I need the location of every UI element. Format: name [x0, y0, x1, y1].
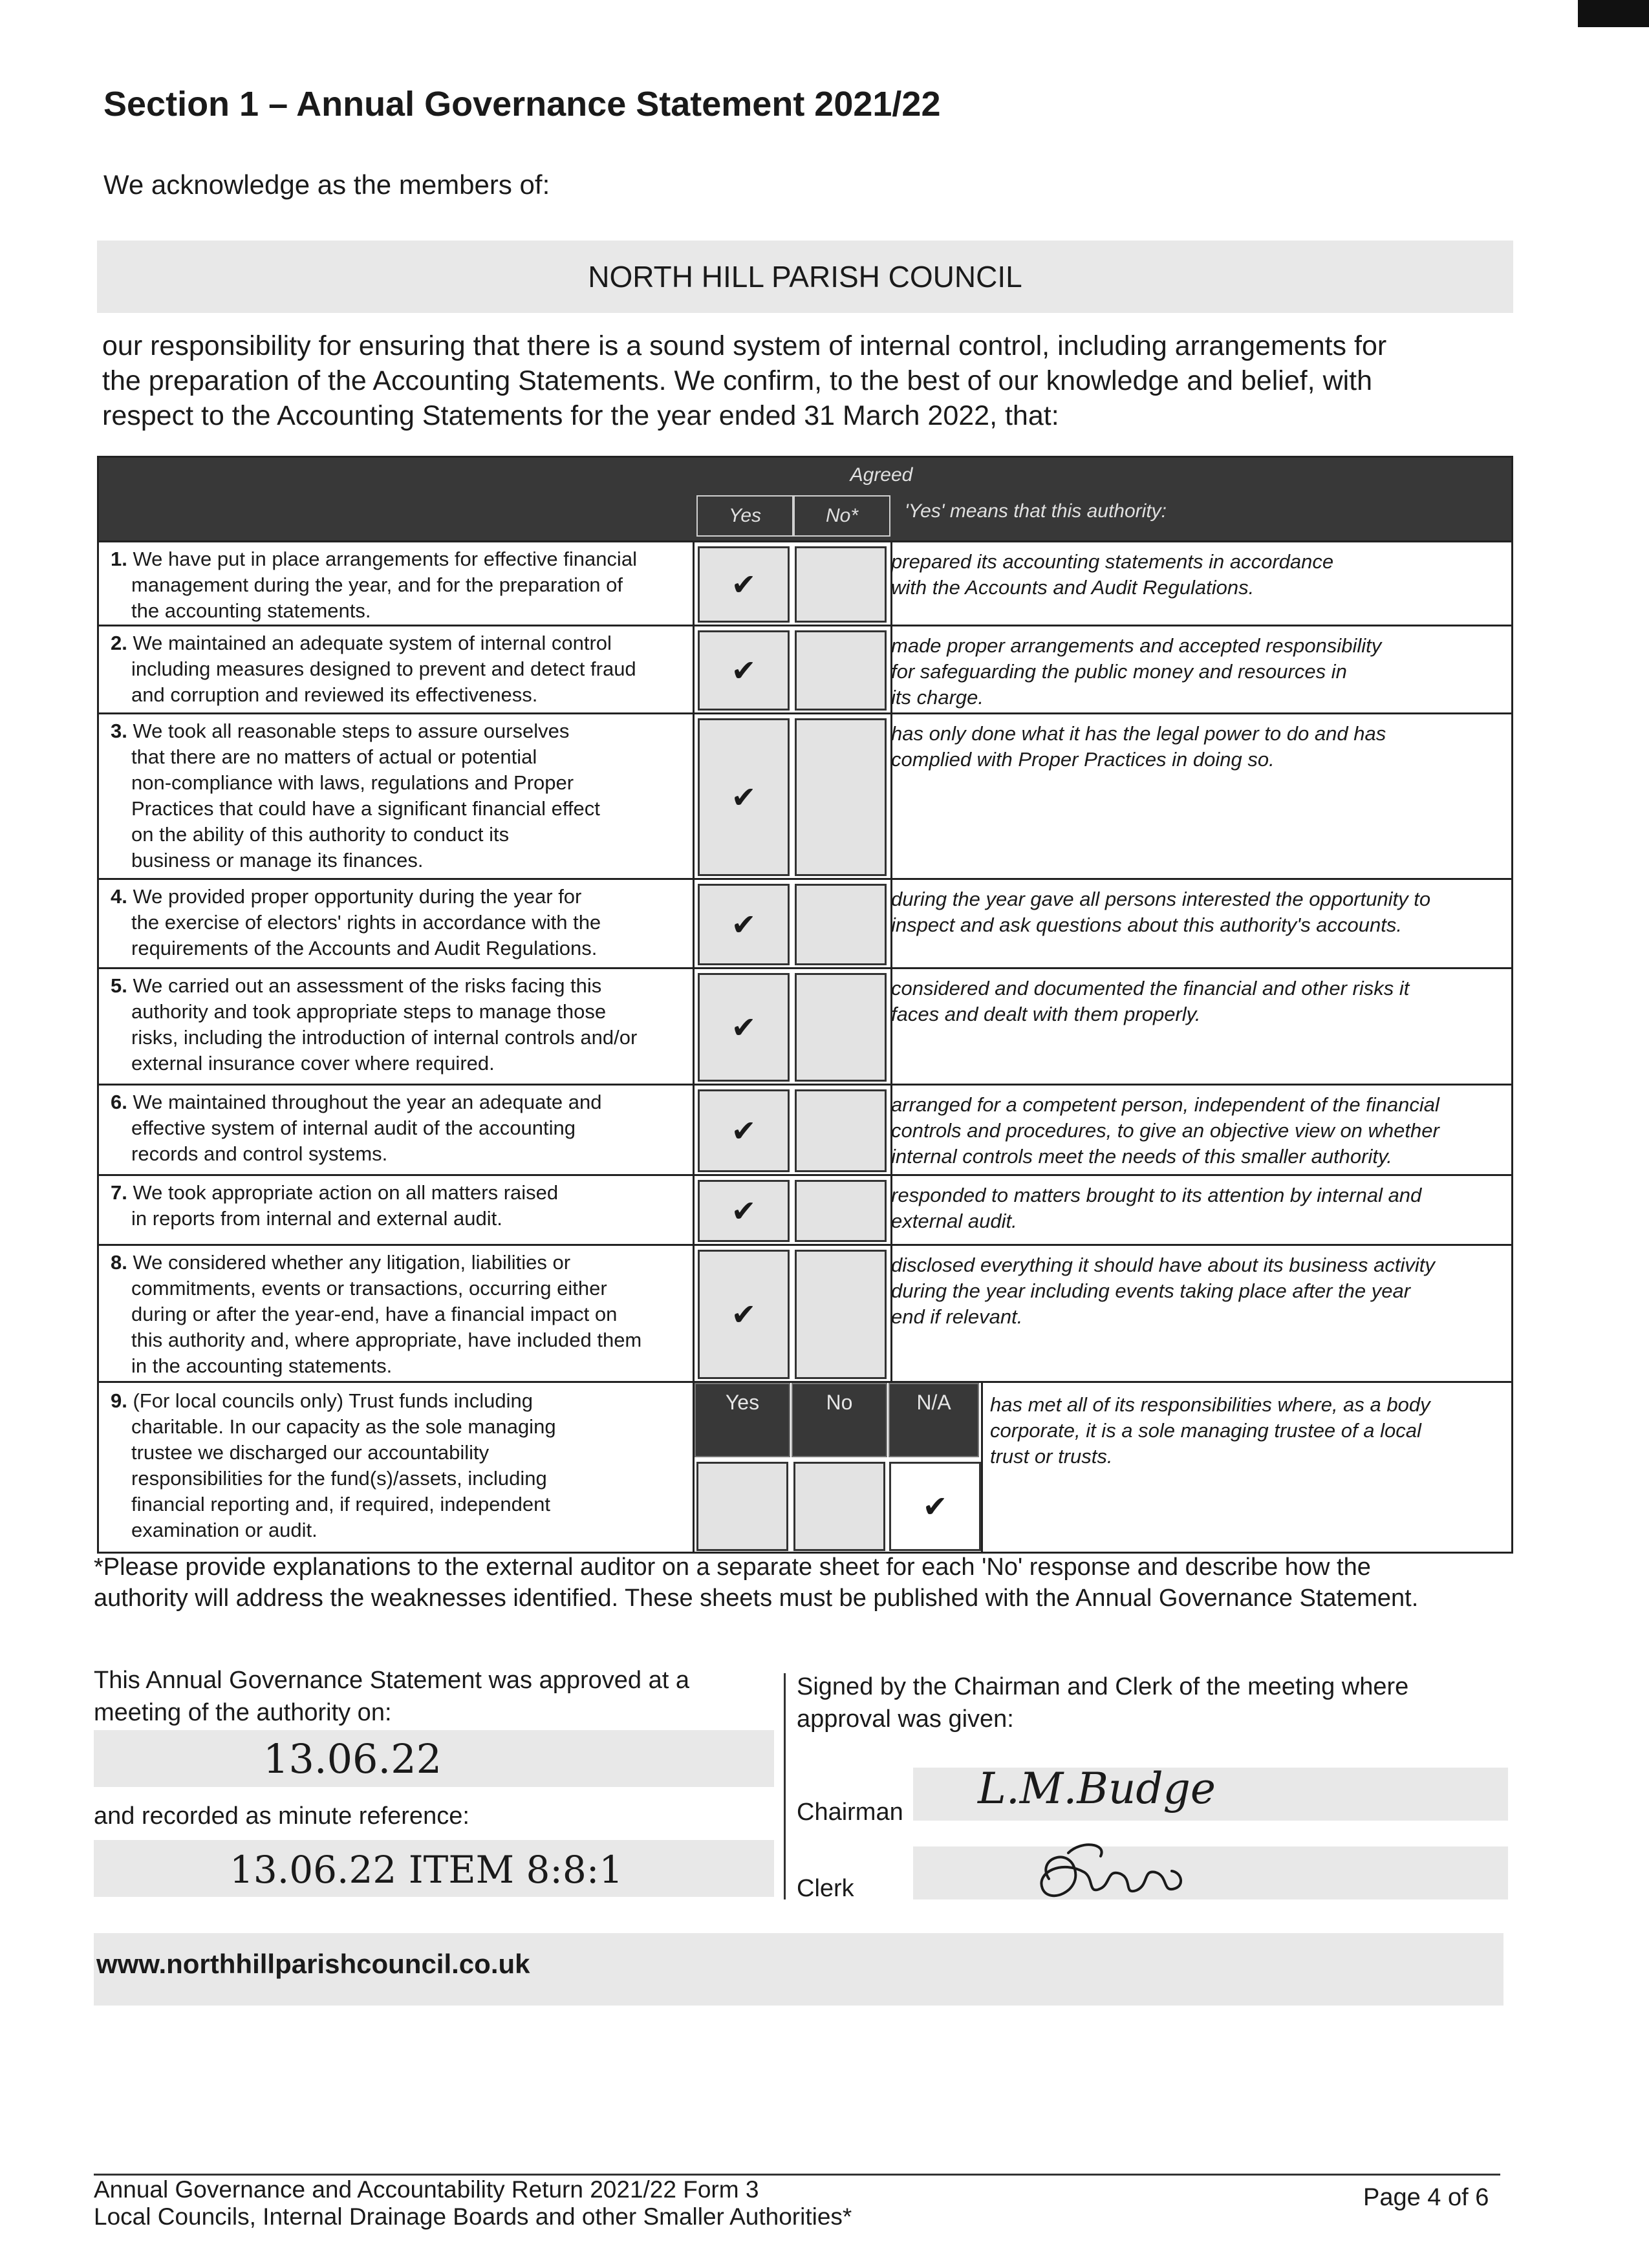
meaning-line: considered and documented the financial and other risks it: [891, 977, 1410, 1000]
statement-line: charitable. In our capacity as the sole managing: [131, 1415, 556, 1438]
row-9-statement: [111, 1388, 770, 1543]
check-mark-icon: ✔: [731, 1298, 757, 1331]
means-column-header: 'Yes' means that this authority:: [905, 500, 1167, 522]
table-row-1: [99, 540, 1511, 625]
statement-line: examination or audit.: [131, 1519, 318, 1541]
row-meaning: [891, 549, 1499, 601]
yes-checkbox[interactable]: [698, 718, 790, 876]
statement-line: responsibilities for the fund(s)/assets, including: [131, 1467, 547, 1490]
statement-line: the accounting statements.: [131, 599, 371, 622]
table-row-5: [99, 967, 1511, 1084]
statement-line: effective system of internal audit of the accounting: [131, 1117, 576, 1139]
row-meaning: [891, 886, 1499, 938]
row-meaning: [891, 1252, 1499, 1330]
yes-column-header: Yes: [696, 495, 793, 537]
meaning-line: its charge.: [891, 686, 984, 709]
chairman-label: Chairman: [797, 1799, 903, 1826]
trust-na-header: N/A: [889, 1383, 979, 1457]
statement-first-line: [111, 884, 770, 910]
no-checkbox[interactable]: [795, 1089, 887, 1172]
meaning-line: prepared its accounting statements in accordance: [891, 550, 1334, 573]
statement-line: authority and took appropriate steps to manage those: [131, 1000, 607, 1023]
row-number: 7.: [111, 1181, 127, 1204]
statement-line: We considered whether any litigation, liabilities or: [133, 1251, 571, 1274]
note-line: *Please provide explanations to the external auditor on a separate sheet for each 'No' response and describe how the: [94, 1554, 1371, 1581]
yes-checkbox[interactable]: [698, 973, 790, 1082]
section-divider: [784, 1673, 786, 1899]
statement-line: business or manage its finances.: [131, 849, 424, 872]
yes-checkbox[interactable]: [698, 884, 790, 965]
table-row-8: [99, 1244, 1511, 1381]
footer-form-title: [94, 2176, 852, 2231]
check-mark-icon: ✔: [731, 780, 757, 814]
no-checkbox[interactable]: [795, 973, 887, 1082]
trust-no-header: No: [792, 1383, 887, 1457]
row-meaning: [891, 633, 1499, 711]
statement-line: this authority and, where appropriate, have included them: [131, 1329, 642, 1351]
check-mark-icon: ✔: [731, 1011, 757, 1044]
meaning-line: external audit.: [891, 1210, 1017, 1232]
row-9-meaning: [990, 1392, 1501, 1470]
meaning-line: has only done what it has the legal power to do and has: [891, 722, 1386, 745]
row-statement: [111, 1250, 770, 1379]
minute-label: and recorded as minute reference:: [94, 1803, 469, 1830]
clerk-label: Clerk: [797, 1875, 854, 1902]
row-number: 4.: [111, 885, 127, 908]
check-mark-icon: ✔: [731, 1194, 757, 1228]
statement-first-line: [111, 1250, 770, 1276]
statement-line: We have put in place arrangements for effective financial: [133, 548, 637, 570]
statement-line: records and control systems.: [131, 1142, 388, 1165]
table-row-3: [99, 712, 1511, 878]
intro-paragraph: [102, 328, 1525, 433]
table-row-2: [99, 625, 1511, 712]
no-checkbox[interactable]: [795, 630, 887, 711]
statement-line: We maintained throughout the year an adequate and: [133, 1091, 602, 1113]
trust-yes-checkbox[interactable]: [696, 1462, 788, 1551]
column-divider: [693, 626, 695, 714]
statement-line: and corruption and reviewed its effectiveness.: [131, 683, 538, 706]
row-statement: [111, 973, 770, 1076]
statement-line: that there are no matters of actual or potential: [131, 745, 537, 768]
intro-line: respect to the Accounting Statements for the year ended 31 March 2022, that:: [102, 400, 1059, 431]
row-meaning: [891, 721, 1499, 773]
page-number: Page 4 of 6: [1363, 2184, 1489, 2211]
meaning-line: has met all of its responsibilities where, as a body: [990, 1393, 1430, 1416]
meaning-line: corporate, it is a sole managing trustee of a local: [990, 1419, 1421, 1442]
meaning-line: inspect and ask questions about this authority's accounts.: [891, 914, 1403, 936]
no-column-header: No*: [793, 495, 890, 537]
row-statement: [111, 546, 770, 624]
column-divider: [981, 1383, 983, 1554]
statement-line: including measures designed to prevent and detect fraud: [131, 658, 636, 680]
statement-line: We maintained an adequate system of internal control: [133, 632, 612, 654]
statement-line: external insurance cover where required.: [131, 1052, 495, 1075]
statement-line: We took appropriate action on all matters raised: [133, 1181, 559, 1204]
signed-line: approval was given:: [797, 1706, 1014, 1733]
signed-statement: [797, 1671, 1508, 1735]
no-checkbox[interactable]: [795, 718, 887, 876]
statement-line: trustee we discharged our accountability: [131, 1441, 490, 1464]
statement-line: financial reporting and, if required, independent: [131, 1493, 551, 1515]
statement-line: non-compliance with laws, regulations and Proper: [131, 771, 574, 794]
row-number: 6.: [111, 1091, 127, 1113]
meaning-line: trust or trusts.: [990, 1445, 1113, 1468]
council-name-field: [97, 241, 1513, 313]
statement-first-line: [111, 973, 770, 999]
footer-line: Local Councils, Internal Drainage Boards and other Smaller Authorities*: [94, 2203, 852, 2230]
row-number: 8.: [111, 1251, 127, 1274]
row-statement: [111, 884, 770, 961]
statement-first-line: [111, 630, 770, 656]
statement-line: We provided proper opportunity during the year for: [133, 885, 582, 908]
clerk-signature-icon: [1023, 1834, 1191, 1918]
table-row-7: [99, 1174, 1511, 1244]
row-number: 1.: [111, 548, 127, 570]
statement-line: the exercise of electors' rights in accordance with the: [131, 911, 601, 934]
statement-line: risks, including the introduction of internal controls and/or: [131, 1026, 638, 1049]
statement-first-line: [111, 546, 770, 572]
statement-first-line: [111, 1180, 770, 1206]
row-meaning: [891, 976, 1499, 1027]
check-mark-icon: ✔: [922, 1490, 948, 1523]
table-row-6: [99, 1084, 1511, 1174]
approved-line: meeting of the authority on:: [94, 1699, 392, 1726]
meaning-line: controls and procedures, to give an objective view on whether: [891, 1119, 1439, 1142]
statement-line: commitments, events or transactions, occurring either: [131, 1277, 607, 1300]
scan-edge: [1578, 0, 1649, 27]
acknowledge-text: We acknowledge as the members of:: [103, 169, 550, 200]
statement-line: management during the year, and for the preparation of: [131, 573, 623, 596]
column-divider: [693, 969, 695, 1086]
row-number: 2.: [111, 632, 127, 654]
trust-no-checkbox[interactable]: [793, 1462, 885, 1551]
website-address: www.northhillparishcouncil.co.uk: [96, 1949, 530, 1979]
clerk-signature-field[interactable]: [913, 1846, 1508, 1899]
meaning-line: disclosed everything it should have about its business activity: [891, 1254, 1435, 1276]
no-checkbox[interactable]: [795, 884, 887, 965]
row-statement: [111, 718, 770, 873]
statement-line: in reports from internal and external audit.: [131, 1207, 502, 1230]
statement-line: requirements of the Accounts and Audit Regulations.: [131, 937, 598, 959]
statement-line: Practices that could have a significant financial effect: [131, 797, 600, 820]
yes-checkbox[interactable]: [698, 630, 790, 711]
approved-statement: [94, 1664, 766, 1729]
row-meaning: [891, 1182, 1499, 1234]
row-statement: [111, 630, 770, 708]
row-statement: [111, 1180, 770, 1232]
chairman-signature: L.M.Budge: [978, 1764, 1216, 1813]
meaning-line: internal controls meet the needs of this smaller authority.: [891, 1145, 1392, 1168]
yes-checkbox[interactable]: [698, 1180, 790, 1242]
footer-line: Annual Governance and Accountability Return 2021/22 Form 3: [94, 2176, 759, 2203]
statement-line: in the accounting statements.: [131, 1354, 393, 1377]
statement-line: on the ability of this authority to conduct its: [131, 823, 510, 846]
footer-rule: [94, 2174, 1500, 2176]
note-line: authority will address the weaknesses identified. These sheets must be published with the Annual Governance Statement.: [94, 1585, 1419, 1612]
agreed-label: Agreed: [850, 464, 913, 486]
check-mark-icon: ✔: [731, 908, 757, 941]
meaning-line: responded to matters brought to its attention by internal and: [891, 1184, 1422, 1206]
column-divider: [693, 880, 695, 969]
table-row-9: [99, 1381, 1511, 1552]
website-field[interactable]: [94, 1933, 1503, 2006]
yes-checkbox[interactable]: [698, 1089, 790, 1172]
statement-line: (For local councils only) Trust funds including: [133, 1389, 534, 1412]
check-mark-icon: ✔: [731, 654, 757, 687]
statement-line: during or after the year-end, have a financial impact on: [131, 1303, 618, 1325]
check-mark-icon: ✔: [731, 568, 757, 601]
page-title: Section 1 – Annual Governance Statement 2021/22: [103, 85, 941, 123]
column-divider: [693, 1176, 695, 1246]
meeting-date-value: 13.06.22: [263, 1735, 442, 1782]
meeting-date-field[interactable]: [94, 1730, 774, 1787]
row-meaning: [891, 1092, 1499, 1170]
statement-line: We carried out an assessment of the risks facing this: [133, 974, 602, 997]
council-name: NORTH HILL PARISH COUNCIL: [588, 260, 1022, 294]
row-number: 5.: [111, 974, 127, 997]
yes-checkbox[interactable]: [698, 1250, 790, 1379]
governance-table: [97, 456, 1513, 1554]
column-divider: [693, 714, 695, 880]
no-checkbox[interactable]: [795, 546, 887, 623]
statement-first-line: [111, 718, 770, 744]
meaning-line: end if relevant.: [891, 1305, 1023, 1328]
meaning-line: arranged for a competent person, independent of the financial: [891, 1093, 1439, 1116]
chairman-signature-field[interactable]: [913, 1764, 1508, 1821]
explanation-note: [94, 1552, 1549, 1614]
minute-reference-field[interactable]: [94, 1840, 774, 1897]
table-row-4: [99, 878, 1511, 967]
row-number: 3.: [111, 720, 127, 742]
trust-na-checkbox[interactable]: [889, 1462, 981, 1551]
trust-yes-header: Yes: [695, 1383, 790, 1457]
intro-line: our responsibility for ensuring that there is a sound system of internal control, including arrangements for: [102, 330, 1387, 361]
meaning-line: with the Accounts and Audit Regulations.: [891, 576, 1255, 599]
minute-reference-value: 13.06.22 ITEM 8:8:1: [230, 1848, 623, 1892]
signed-line: Signed by the Chairman and Clerk of the meeting where: [797, 1673, 1409, 1700]
column-divider: [693, 1246, 695, 1383]
column-divider: [693, 1086, 695, 1176]
check-mark-icon: ✔: [731, 1114, 757, 1148]
intro-line: the preparation of the Accounting Statements. We confirm, to the best of our knowledge and belief, with: [102, 365, 1373, 396]
meaning-line: made proper arrangements and accepted responsibility: [891, 634, 1382, 657]
row-statement: [111, 1089, 770, 1167]
statement-first-line: [111, 1089, 770, 1115]
yes-checkbox[interactable]: [698, 546, 790, 623]
column-divider: [693, 542, 695, 626]
meaning-line: during the year including events taking place after the year: [891, 1279, 1411, 1302]
statement-line: We took all reasonable steps to assure ourselves: [133, 720, 570, 742]
meaning-line: faces and dealt with them properly.: [891, 1003, 1201, 1025]
approved-line: This Annual Governance Statement was approved at a: [94, 1667, 689, 1694]
meaning-line: for safeguarding the public money and resources in: [891, 660, 1347, 683]
meaning-line: during the year gave all persons interested the opportunity to: [891, 888, 1431, 910]
no-checkbox[interactable]: [795, 1250, 887, 1379]
meaning-line: complied with Proper Practices in doing so.: [891, 748, 1275, 771]
row-number: 9.: [111, 1389, 127, 1412]
no-checkbox[interactable]: [795, 1180, 887, 1242]
